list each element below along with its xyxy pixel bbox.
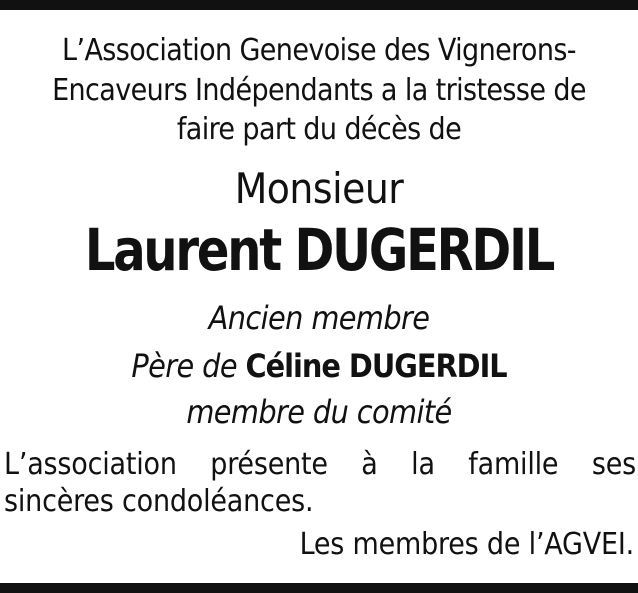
intro-line-3: faire part du décès de [176,112,462,147]
top-border-rule [0,0,638,10]
bottom-border-rule [0,583,638,593]
condolence-line-1: L’association présente à la famille ses [4,447,636,482]
signature: Les membres de l’AGVEI. [299,527,634,562]
deceased-name: Laurent DUGERDIL [84,216,554,284]
intro-line-1: L’Association Genevoise des Vignerons- [62,33,576,68]
relation-name: Céline DUGERDIL [245,347,507,385]
condolence-line-2: sincères condoléances. [4,484,314,519]
relation-line [0,347,638,385]
deceased-role: Ancien membre [208,299,430,337]
relation-role: membre du comité [186,393,452,431]
intro-line-2: Encaveurs Indépendants a la tristesse de [52,73,586,108]
relation-prefix: Père de [131,347,237,385]
salutation: Monsieur [234,164,404,213]
